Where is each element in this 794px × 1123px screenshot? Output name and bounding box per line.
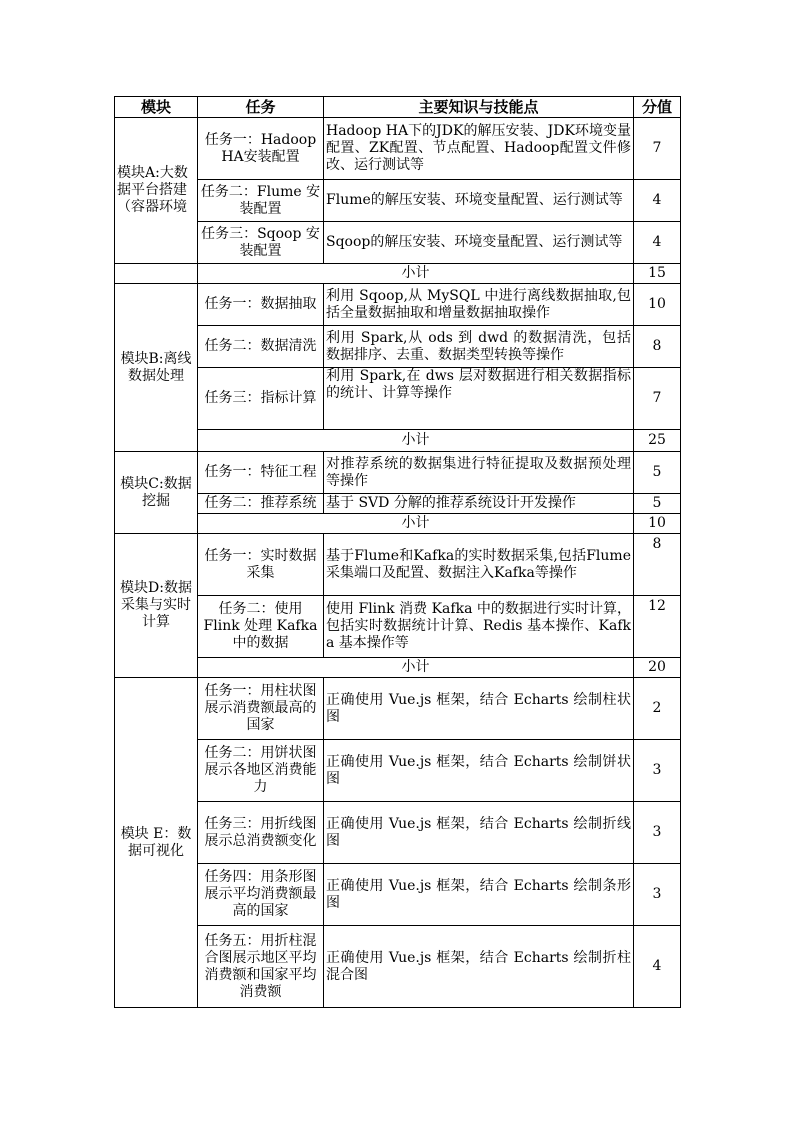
header-knowledge: 主要知识与技能点 — [324, 97, 634, 118]
knowledge-cell: 基于Flume和Kafka的实时数据采集,包括Flume采集端口及配置、数据注入Kafka等操作 — [324, 534, 634, 596]
task-cell: 任务一：Hadoop HA安装配置 — [198, 118, 324, 180]
task-cell: 任务二：使用 Flink 处理 Kafka 中的数据 — [198, 596, 324, 658]
table-row — [115, 494, 681, 514]
subtotal-empty-cell — [115, 264, 198, 284]
knowledge-cell: 基于 SVD 分解的推荐系统设计开发操作 — [324, 494, 634, 514]
task-cell: 任务一：数据抽取 — [198, 284, 324, 326]
task-cell: 任务一：特征工程 — [198, 452, 324, 494]
subtotal-label: 小计 — [198, 658, 634, 678]
table-row — [115, 740, 681, 802]
subtotal-row — [115, 430, 681, 452]
subtotal-value: 20 — [634, 658, 681, 678]
score-cell: 4 — [634, 222, 681, 264]
table-row — [115, 452, 681, 494]
score-cell: 5 — [634, 494, 681, 514]
knowledge-cell: 正确使用 Vue.js 框架，结合 Echarts 绘制柱状图 — [324, 678, 634, 740]
knowledge-cell: 正确使用 Vue.js 框架，结合 Echarts 绘制饼状图 — [324, 740, 634, 802]
header-module: 模块 — [115, 97, 198, 118]
module-a-line1: 模块A:大数 — [117, 165, 188, 181]
table-row — [115, 368, 681, 430]
knowledge-cell: 正确使用 Vue.js 框架，结合 Echarts 绘制折线图 — [324, 802, 634, 864]
score-cell: 10 — [634, 284, 681, 326]
task-cell: 任务二：Flume 安装配置 — [198, 180, 324, 222]
knowledge-cell: 对推荐系统的数据集进行特征提取及数据预处理等操作 — [324, 452, 634, 494]
competition-task-table — [114, 96, 681, 1008]
subtotal-row — [115, 658, 681, 678]
score-cell: 4 — [634, 180, 681, 222]
score-cell: 2 — [634, 678, 681, 740]
task-cell: 任务五：用折柱混合图展示地区平均消费额和国家平均消费额 — [198, 926, 324, 1008]
table-row — [115, 802, 681, 864]
score-cell: 5 — [634, 452, 681, 494]
table-row — [115, 284, 681, 326]
subtotal-value: 10 — [634, 514, 681, 534]
subtotal-value: 25 — [634, 430, 681, 452]
score-cell: 3 — [634, 802, 681, 864]
module-a-name — [115, 118, 198, 264]
task-cell: 任务三：指标计算 — [198, 368, 324, 430]
table-row — [115, 222, 681, 264]
table-row — [115, 926, 681, 1008]
task-cell: 任务二：用饼状图展示各地区消费能力 — [198, 740, 324, 802]
table-row — [115, 864, 681, 926]
module-b-name: 模块B:离线数据处理 — [115, 284, 198, 452]
module-a-line2: 据平台搭建 — [117, 182, 187, 198]
table-row — [115, 534, 681, 596]
header-task: 任务 — [198, 97, 324, 118]
task-cell: 任务三：Sqoop 安装配置 — [198, 222, 324, 264]
subtotal-row — [115, 264, 681, 284]
score-cell: 8 — [634, 326, 681, 368]
knowledge-cell: 利用 Spark,在 dws 层对数据进行相关数据指标的统计、计算等操作 — [324, 368, 634, 430]
module-c-name: 模块C:数据挖掘 — [115, 452, 198, 534]
subtotal-label: 小计 — [198, 430, 634, 452]
table-row — [115, 678, 681, 740]
task-cell: 任务二：数据清洗 — [198, 326, 324, 368]
knowledge-cell: Flume的解压安装、环境变量配置、运行测试等 — [324, 180, 634, 222]
table-row — [115, 180, 681, 222]
score-cell: 3 — [634, 864, 681, 926]
knowledge-cell: Hadoop HA下的JDK的解压安装、JDK环境变量配置、ZK配置、节点配置、Hadoop配置文件修改、运行测试等 — [324, 118, 634, 180]
task-cell: 任务一：用柱状图展示消费额最高的国家 — [198, 678, 324, 740]
knowledge-cell: 正确使用 Vue.js 框架，结合 Echarts 绘制折柱混合图 — [324, 926, 634, 1008]
score-cell: 8 — [634, 534, 681, 596]
knowledge-cell: 利用 Sqoop,从 MySQL 中进行离线数据抽取,包括全量数据抽取和增量数据抽取操作 — [324, 284, 634, 326]
score-cell: 12 — [634, 596, 681, 658]
task-cell: 任务一：实时数据采集 — [198, 534, 324, 596]
table-row — [115, 596, 681, 658]
table-row — [115, 118, 681, 180]
subtotal-label: 小计 — [198, 514, 634, 534]
task-cell: 任务三：用折线图展示总消费额变化 — [198, 802, 324, 864]
task-cell: 任务四：用条形图展示平均消费额最高的国家 — [198, 864, 324, 926]
module-d-name: 模块D:数据采集与实时计算 — [115, 534, 198, 678]
score-cell: 7 — [634, 368, 681, 430]
score-cell: 3 — [634, 740, 681, 802]
header-score: 分值 — [634, 97, 681, 118]
knowledge-cell: 正确使用 Vue.js 框架，结合 Echarts 绘制条形图 — [324, 864, 634, 926]
module-a-line3: （容器环境 — [117, 199, 187, 215]
subtotal-row — [115, 514, 681, 534]
subtotal-label: 小计 — [198, 264, 634, 284]
module-e-name: 模块 E：数据可视化 — [115, 678, 198, 1008]
table-row — [115, 326, 681, 368]
knowledge-cell: Sqoop的解压安装、环境变量配置、运行测试等 — [324, 222, 634, 264]
header-row — [115, 97, 681, 118]
score-cell: 7 — [634, 118, 681, 180]
task-cell: 任务二：推荐系统 — [198, 494, 324, 514]
score-cell: 4 — [634, 926, 681, 1008]
knowledge-cell: 使用 Flink 消费 Kafka 中的数据进行实时计算，包括实时数据统计计算、Redis 基本操作、Kafka 基本操作等 — [324, 596, 634, 658]
subtotal-value: 15 — [634, 264, 681, 284]
knowledge-cell: 利用 Spark,从 ods 到 dwd 的数据清洗，包括数据排序、去重、数据类型转换等操作 — [324, 326, 634, 368]
